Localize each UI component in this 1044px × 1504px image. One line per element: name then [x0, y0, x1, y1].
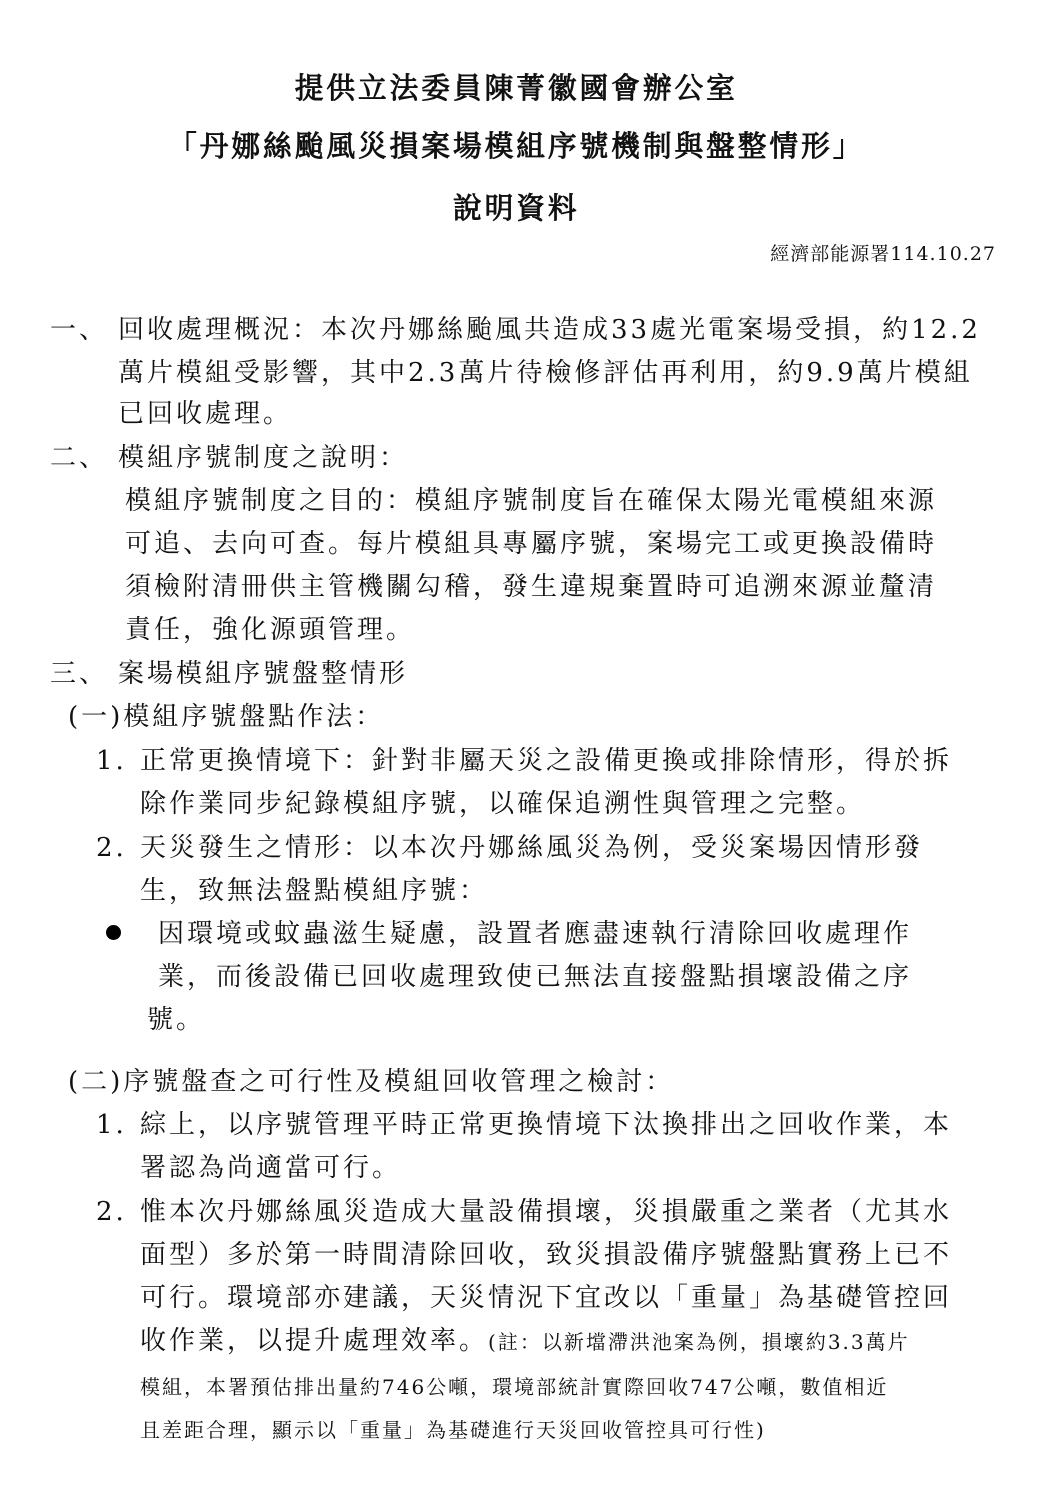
document-title-subject: 「丹娜絲颱風災損案場模組序號機制與盤整情形」 — [168, 129, 865, 163]
subsection-1-item-2-line: 生，致無法盤點模組序號： — [140, 876, 489, 906]
section-2-line: 責任，強化源頭管理。 — [125, 615, 416, 645]
bullet-line: 業，而後設備已回收處理致使已無法直接盤點損壞設備之序 — [158, 962, 913, 992]
subsection-1-item-2-number: 2. — [96, 833, 127, 863]
note-text: (註：以新壋滯洪池案為例，損壞約3.3萬片 — [488, 1330, 910, 1354]
section-2-heading: 模組序號制度之說明： — [118, 443, 409, 473]
section-2-label: 二、 — [50, 443, 109, 473]
subsection-1-item-1-line: 正常更換情境下：針對非屬天災之設備更換或排除情形，得於拆 — [140, 746, 953, 776]
section-1-line: 已回收處理。 — [118, 399, 293, 429]
subsection-2-item-1-line: 綜上，以序號管理平時正常更換情境下汰換排出之回收作業，本 — [140, 1110, 953, 1140]
section-1-line: 回收處理概況：本次丹娜絲颱風共造成33處光電案場受損，約12.2 — [118, 315, 981, 345]
subsection-2-item-2-line: 可行。環境部亦建議，天災情況下宜改以「重量」為基礎管控回 — [140, 1283, 953, 1313]
subsection-1-heading: (一)模組序號盤點作法： — [68, 702, 385, 732]
document-title-recipient: 提供立法委員陳菁徽國會辦公室 — [294, 71, 738, 105]
section-3-label: 三、 — [50, 659, 109, 689]
section-3-heading: 案場模組序號盤整情形 — [118, 659, 409, 689]
bullet-line: 因環境或蚊蟲滋生疑慮，設置者應盡速執行清除回收處理作 — [158, 919, 913, 949]
subsection-2-heading: (二)序號盤查之可行性及模組回收管理之檢討： — [68, 1067, 675, 1097]
section-1-label: 一、 — [50, 315, 109, 345]
subsection-2-item-1-line: 署認為尚適當可行。 — [140, 1153, 402, 1183]
bullet-line: 號。 — [147, 1005, 206, 1035]
subsection-1-item-2-line: 天災發生之情形：以本次丹娜絲風災為例，受災案場因情形發 — [140, 833, 924, 863]
note-text: 模組，本署預估排出量約746公噸，環境部統計實際回收747公噸，數值相近 — [140, 1375, 889, 1399]
subsection-2-item-2-number: 2. — [96, 1197, 127, 1227]
note-text: 且差距合理，顯示以「重量」為基礎進行天災回收管控具可行性) — [140, 1418, 766, 1442]
subsection-2-item-2-line — [140, 1321, 910, 1362]
section-1-line: 萬片模組受影響，其中2.3萬片待檢修評估再利用，約9.9萬片模組 — [118, 358, 973, 388]
subsection-1-item-1-line: 除作業同步紀錄模組序號，以確保追溯性與管理之完整。 — [140, 789, 866, 819]
subsection-2-item-2-line-text: 收作業，以提升處理效率。 — [140, 1326, 489, 1356]
section-2-line: 須檢附清冊供主管機關勾稽，發生違規棄置時可追溯來源並釐清 — [125, 572, 938, 602]
section-2-line: 模組序號制度之目的：模組序號制度旨在確保太陽光電模組來源 — [125, 486, 938, 516]
section-2-line: 可追、去向可查。每片模組具專屬序號，案場完工或更換設備時 — [125, 529, 938, 559]
document-date: 經濟部能源署114.10.27 — [770, 243, 996, 265]
subsection-1-item-1-number: 1. — [96, 746, 127, 776]
document-title-type: 說明資料 — [452, 191, 580, 225]
bullet-dot-icon — [106, 925, 121, 940]
subsection-2-item-2-line: 面型）多於第一時間清除回收，致災損設備序號盤點實務上已不 — [140, 1240, 953, 1270]
subsection-2-item-2-line: 惟本次丹娜絲風災造成大量設備損壞，災損嚴重之業者（尤其水 — [140, 1197, 953, 1227]
subsection-2-item-1-number: 1. — [96, 1110, 127, 1140]
